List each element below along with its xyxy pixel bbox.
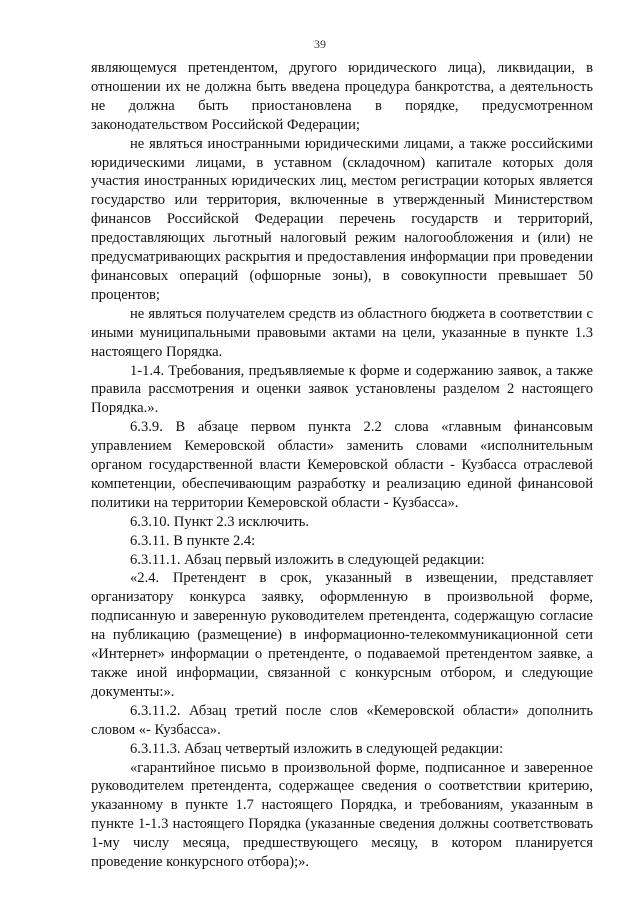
- paragraph-foreign-entities: не являться иностранными юридическими лицами, а также российскими юридическими лицами, в уставном (складочном) капитале которых доля участия иностранных юридических лиц, местом регистрации которых является государство или территория, включенные в утвержденный Министерством финансов Российской Федерации перечень государств и территорий, предоставляющих льготный налоговый режим налогообложения и (или) не предусматривающих раскрытия и предоставления информации при проведении финансовых операций (офшорные зоны), в совокупности превышает 50 процентов;: [91, 135, 593, 303]
- paragraph-2-4-quote: «2.4. Претендент в срок, указанный в извещении, представляет организатору конкурса заявку, оформленную в произвольной форме, подписанную и заверенную руководителем претендента, содержащую согласие на публикацию (размещение) в информационно-телекоммуникационной сети «Интернет» информации о претенденте, о подаваемой претендентом заявке, а также иной информации, связанной с конкурсным отбором, и следующие документы:».: [91, 570, 593, 700]
- paragraph-budget-recipient: не являться получателем средств из областного бюджета в соответствии с иными муниципальными правовыми актами на цели, указанные в пункте 1.3 настоящего Порядка.: [91, 305, 593, 360]
- paragraph-6-3-11-1: 6.3.11.1. Абзац первый изложить в следующей редакции:: [130, 551, 485, 568]
- paragraph-continuation: являющемуся претендентом, другого юридического лица), ликвидации, в отношении их не должна быть введена процедура банкротства, а деятельность не должна быть приостановлена в порядке, предусмотренном законодательством Российской Федерации;: [91, 60, 593, 133]
- paragraph-6-3-11-3: 6.3.11.3. Абзац четвертый изложить в следующей редакции:: [130, 740, 504, 757]
- document-body: [91, 59, 593, 872]
- page-number: 39: [314, 37, 326, 51]
- paragraph-6-3-11-2: 6.3.11.2. Абзац третий после слов «Кемеровской области» дополнить словом «- Кузбасса».: [91, 702, 593, 738]
- paragraph-1-1-4: 1-1.4. Требования, предъявляемые к форме и содержанию заявок, а также правила рассмотрения и оценки заявок установлены разделом 2 настоящего Порядка.».: [91, 362, 593, 417]
- paragraph-6-3-11: 6.3.11. В пункте 2.4:: [130, 532, 256, 549]
- paragraph-6-3-9: 6.3.9. В абзаце первом пункта 2.2 слова «главным финансовым управлением Кемеровской области» заменить словами «исполнительным органом государственной власти Кемеровской области - Кузбасса отраслевой компетенции, обеспечивающим разработку и реализацию единой финансовой политики на территории Кемеровской области - Кузбасса».: [91, 419, 593, 511]
- paragraph-6-3-10: 6.3.10. Пункт 2.3 исключить.: [130, 513, 310, 530]
- paragraph-guarantee-letter: «гарантийное письмо в произвольной форме, подписанное и заверенное руководителем претендента, содержащее сведения о соответствии критерию, указанному в пункте 1.7 настоящего Порядка, и требованиям, указанным в пункте 1-1.3 настоящего Порядка (указанные сведения должны соответствовать 1-му числу месяца, предшествующего месяцу, в котором планируется проведение конкурсного отбора);».: [91, 759, 593, 871]
